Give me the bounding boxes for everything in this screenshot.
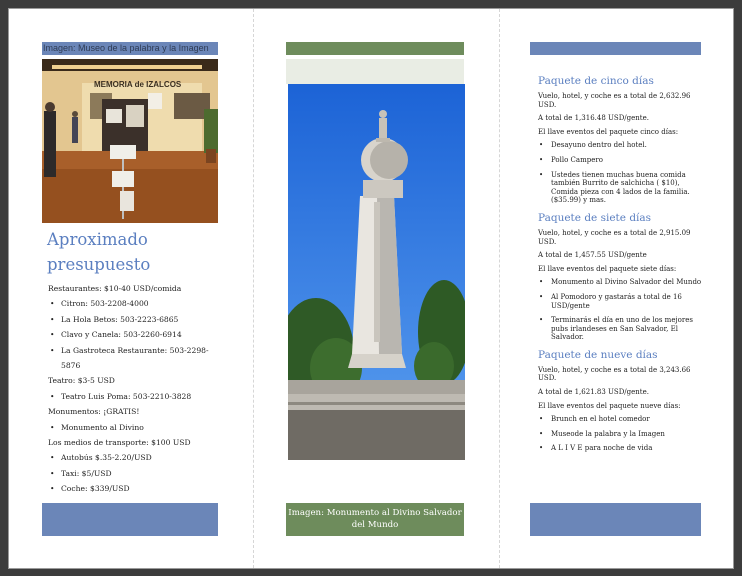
package-text: Vuelo, hotel, y coche es a total de 2,915.09 USD. — [538, 228, 691, 246]
middle-pale-strip — [286, 59, 464, 84]
package-text: El llave eventos del paquete nueve días: — [538, 401, 681, 410]
budget-heading: Aproximado presupuesto — [47, 230, 151, 274]
package-text: Vuelo, hotel, y coche es a total de 3,243.66 USD. — [538, 365, 691, 383]
package-nine-days — [538, 348, 704, 453]
package-text: El llave eventos del paquete siete días: — [538, 264, 677, 273]
right-top-bar — [530, 42, 701, 55]
budget-item: • Taxi: $5/USD — [48, 466, 220, 481]
package-item: • Brunch en el hotel comedor — [538, 415, 704, 424]
package-title: Paquete de cinco días — [538, 75, 654, 87]
package-five-days — [538, 74, 704, 205]
package-item: • Terminarás el día en uno de los mejores pubs irlandeses en San Salvador, El Salvador. — [538, 316, 704, 342]
middle-top-bar — [286, 42, 464, 55]
budget-item: • La Hola Betos: 503-2223-6865 — [48, 312, 220, 327]
museum-image-caption: Imagen: Museo de la palabra y la Imagen — [43, 43, 209, 53]
museum-photo — [42, 59, 218, 223]
package-text: A total de 1,621.83 USD/gente. — [538, 388, 649, 397]
budget-line: Monumentos: ¡GRATIS! — [48, 407, 140, 417]
package-seven-days — [538, 211, 704, 342]
budget-item: • Teatro Luis Poma: 503-2210-3828 — [48, 389, 220, 404]
budget-item: • Monumento al Divino — [48, 420, 220, 435]
package-item: • Ustedes tienen muchas buena comida también Burrito de salchicha ( $10), Comida pieza con 4 lados de la familia. ($35.99) y mas. — [538, 171, 704, 205]
package-text: Vuelo, hotel, y coche es a total de 2,632.96 USD. — [538, 92, 691, 109]
package-item: • Museode la palabra y la Imagen — [538, 430, 704, 439]
photo-sign: MEMORIA de IZALCOS — [94, 80, 182, 89]
right-bottom-bar — [530, 503, 701, 536]
budget-item: • Clavo y Canela: 503-2260-6914 — [48, 327, 220, 342]
budget-line: Restaurantes: $10-40 USD/comida — [48, 284, 182, 293]
package-item: • A L I V E para noche de vida — [538, 444, 704, 453]
package-text: A total de 1,316.48 USD/gente. — [538, 114, 649, 123]
monument-image-caption: Imagen: Monumento al Divino Salvador del Mundo — [286, 503, 464, 536]
package-text: A total de 1,457.55 USD/gente — [538, 251, 647, 260]
fold-line-right — [499, 9, 500, 568]
budget-item: • La Gastroteca Restaurante: 503-2298-5876 — [48, 343, 220, 374]
fold-line-left — [253, 9, 254, 568]
budget-item: • Citron: 503-2208-4000 — [48, 296, 220, 311]
budget-line: Los medios de transporte: $100 USD — [48, 438, 191, 448]
package-item: • Monumento al Divino Salvador del Mundo — [538, 278, 704, 287]
budget-line: Teatro: $3-5 USD — [48, 376, 115, 386]
budget-list — [48, 281, 220, 497]
budget-item: • Autobús $.35-2.20/USD — [48, 450, 220, 465]
package-item: • Desayuno dentro del hotel. — [538, 141, 704, 150]
package-title: Paquete de siete días — [538, 211, 652, 224]
left-bottom-bar — [42, 503, 218, 536]
packages-panel — [538, 74, 704, 459]
package-item: • Pollo Campero — [538, 156, 704, 165]
monument-photo — [288, 84, 465, 460]
brochure-page — [8, 8, 734, 569]
budget-item: • Coche: $339/USD — [48, 481, 220, 496]
package-title: Paquete de nueve días — [538, 348, 658, 361]
package-item: • Al Pomodoro y gastarás a total de 16 USD/gente — [538, 293, 704, 310]
package-text: El llave eventos del paquete cinco días: — [538, 127, 679, 136]
